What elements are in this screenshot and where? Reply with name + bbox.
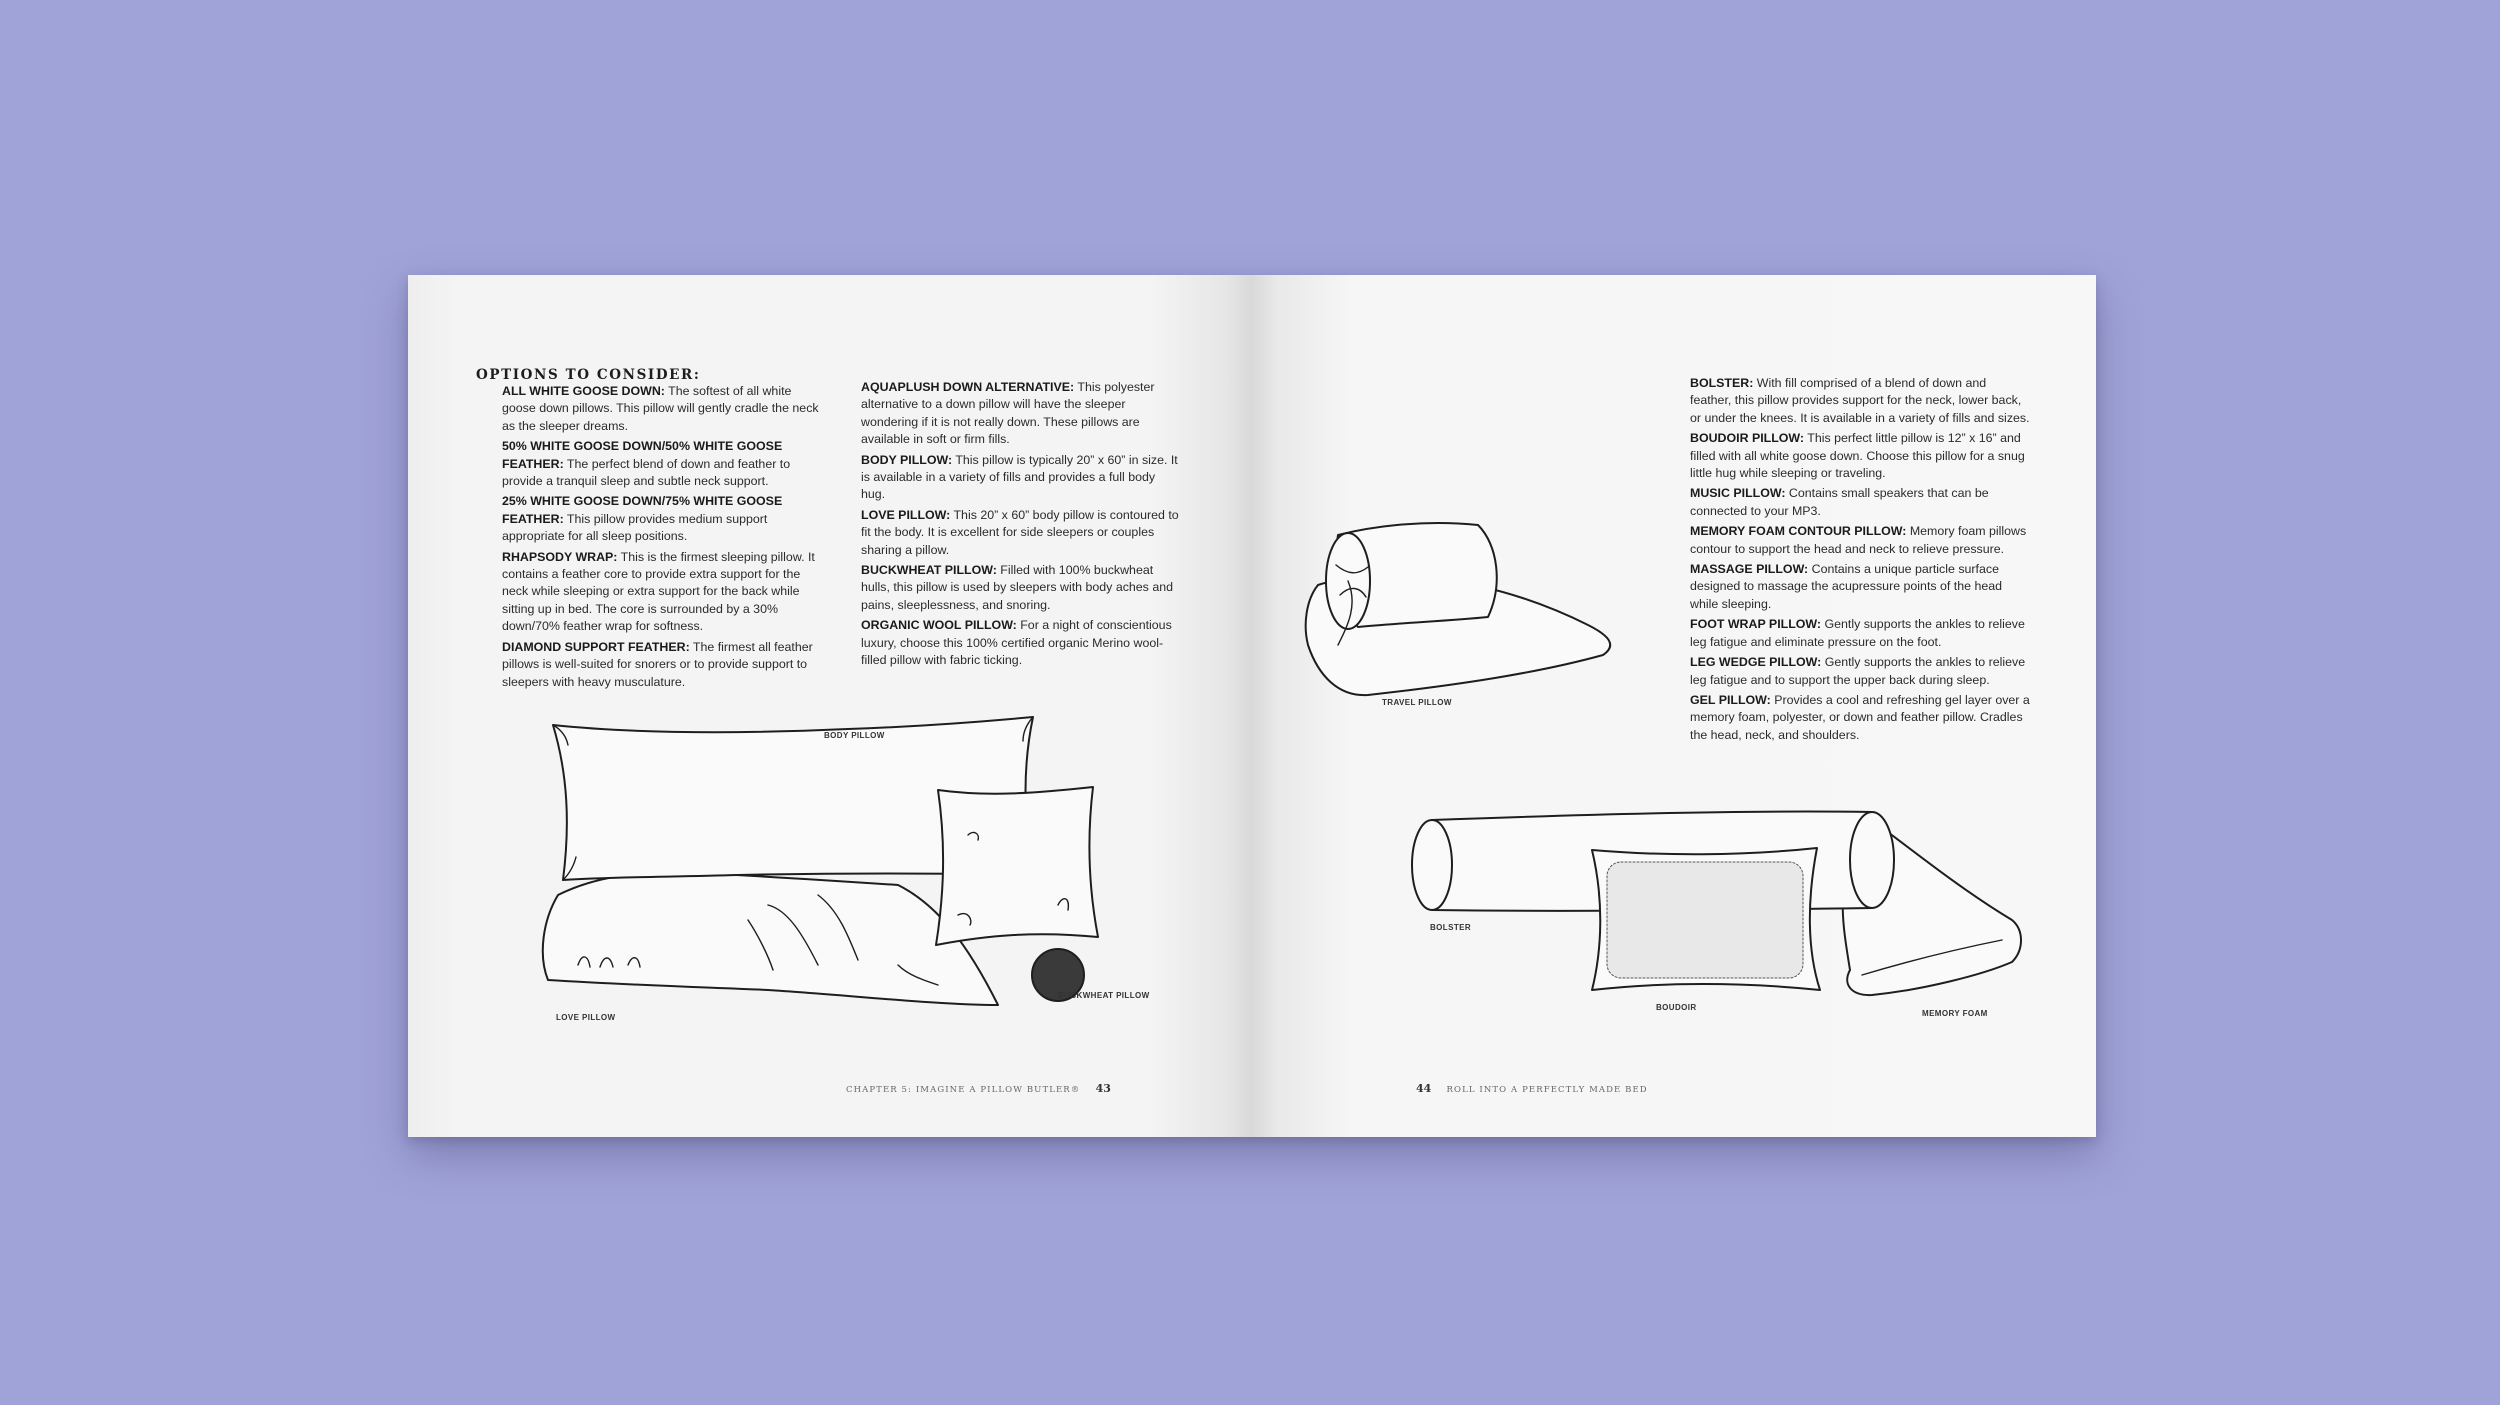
left-footer	[846, 1082, 1111, 1095]
list-item: GEL PILLOW: Provides a cool and refreshing gel layer over a memory foam, polyester, or down and feather pillow. Cradles the head, neck, and shoulders.	[1690, 692, 2030, 742]
list-item: LOVE PILLOW: This 20” x 60” body pillow is contoured to fit the body. It is excellent for side sleepers or couples sharing a pillow.	[861, 507, 1179, 557]
list-item: ALL WHITE GOOSE DOWN: The softest of all white goose down pillows. This pillow will gently cradle the neck as the sleeper dreams.	[502, 384, 819, 433]
list-item: LEG WEDGE PILLOW: Gently supports the ankles to relieve leg fatigue and to support the upper back during sleep.	[1690, 655, 2026, 687]
list-item: AQUAPLUSH DOWN ALTERNATIVE: This polyester alternative to a down pillow will have the sleeper wondering if it is not really down. These pillows are available in soft or firm fills.	[861, 380, 1155, 447]
open-book	[408, 275, 2096, 1137]
left-page	[408, 275, 1252, 1137]
list-item: MEMORY FOAM CONTOUR PILLOW: Memory foam pillows contour to support the head and neck to relieve pressure.	[1690, 524, 2027, 556]
travel-pillow-label: TRAVEL PILLOW	[1382, 698, 1452, 707]
boudoir-label: BOUDOIR	[1656, 1003, 1697, 1012]
bolster-label: BOLSTER	[1430, 923, 1472, 932]
body-pillow-label: BODY PILLOW	[824, 731, 885, 740]
boudoir-texture	[1607, 862, 1803, 978]
left-pillow-illustration	[518, 705, 1078, 1035]
list-item: RHAPSODY WRAP: This is the firmest sleeping pillow. It contains a feather core to provide extra support for the neck while sleeping or extra support for the back while sitting up in bed. The core is surrounded by a 30% down/70% feather wrap for softness.	[502, 549, 815, 634]
left-column-2	[861, 379, 1181, 673]
page-number: 43	[1095, 1082, 1111, 1095]
list-item: BUCKWHEAT PILLOW: Filled with 100% buckwheat hulls, this pillow is used by sleepers with body aches and pains, sleeplessness, and snoring.	[861, 563, 1173, 612]
right-page	[1252, 275, 2096, 1137]
bolster-left-end	[1412, 820, 1452, 910]
memory-foam-label: MEMORY FOAM	[1922, 1009, 1988, 1018]
love-pillow-shape	[543, 872, 998, 1005]
list-item: DIAMOND SUPPORT FEATHER: The firmest all feather pillows is well-suited for snorers or to provide support to sleepers with heavy musculature.	[502, 639, 813, 689]
list-item: BOLSTER: With fill comprised of a blend of down and feather, this pillow provides support for the neck, lower back, or under the knees. It is available in a variety of fills and sizes.	[1690, 376, 2030, 425]
left-column-1	[502, 383, 822, 694]
options-heading: OPTIONS TO CONSIDER:	[476, 367, 701, 383]
list-item: 50% WHITE GOOSE DOWN/50% WHITE GOOSE FEATHER: The perfect blend of down and feather to provide a tranquil sleep and subtle neck support.	[502, 439, 791, 489]
list-item: ORGANIC WOOL PILLOW: For a night of conscientious luxury, choose this 100% certified organic Merino wool-filled pillow with fabric ticking.	[861, 618, 1172, 668]
bolster-boudoir-illustration	[1402, 790, 2042, 1010]
list-item: MASSAGE PILLOW: Contains a unique particle surface designed to massage the acupressure points of the head while sleeping.	[1690, 562, 2003, 611]
square-pillow-shape	[936, 787, 1098, 945]
travel-pillow-illustration	[1288, 505, 1638, 705]
right-footer	[1416, 1082, 1648, 1095]
list-item: 25% WHITE GOOSE DOWN/75% WHITE GOOSE FEATHER: This pillow provides medium support appropriate for all sleep positions.	[502, 494, 783, 544]
chapter-title: ROLL INTO A PERFECTLY MADE BED	[1446, 1085, 1648, 1095]
list-item: BOUDOIR PILLOW: This perfect little pillow is 12” x 16” and filled with all white goose down. Choose this pillow for a snug little hug while sleeping or traveling.	[1690, 431, 2025, 481]
love-pillow-label: LOVE PILLOW	[556, 1013, 616, 1022]
list-item: BODY PILLOW: This pillow is typically 20” x 60” in size. It is available in a variety of fills and provides a full body hug.	[861, 452, 1178, 502]
bolster-right-end	[1850, 812, 1894, 908]
buckwheat-pillow-label: BUCKWHEAT PILLOW	[1058, 991, 1150, 1000]
list-item: FOOT WRAP PILLOW: Gently supports the ankles to relieve leg fatigue and eliminate pressure on the foot.	[1690, 617, 2025, 649]
page-number: 44	[1416, 1082, 1432, 1095]
right-column	[1690, 375, 2030, 747]
list-item: MUSIC PILLOW: Contains small speakers that can be connected to your MP3.	[1690, 486, 1989, 518]
chapter-title: CHAPTER 5: IMAGINE A PILLOW BUTLER®	[846, 1085, 1081, 1095]
